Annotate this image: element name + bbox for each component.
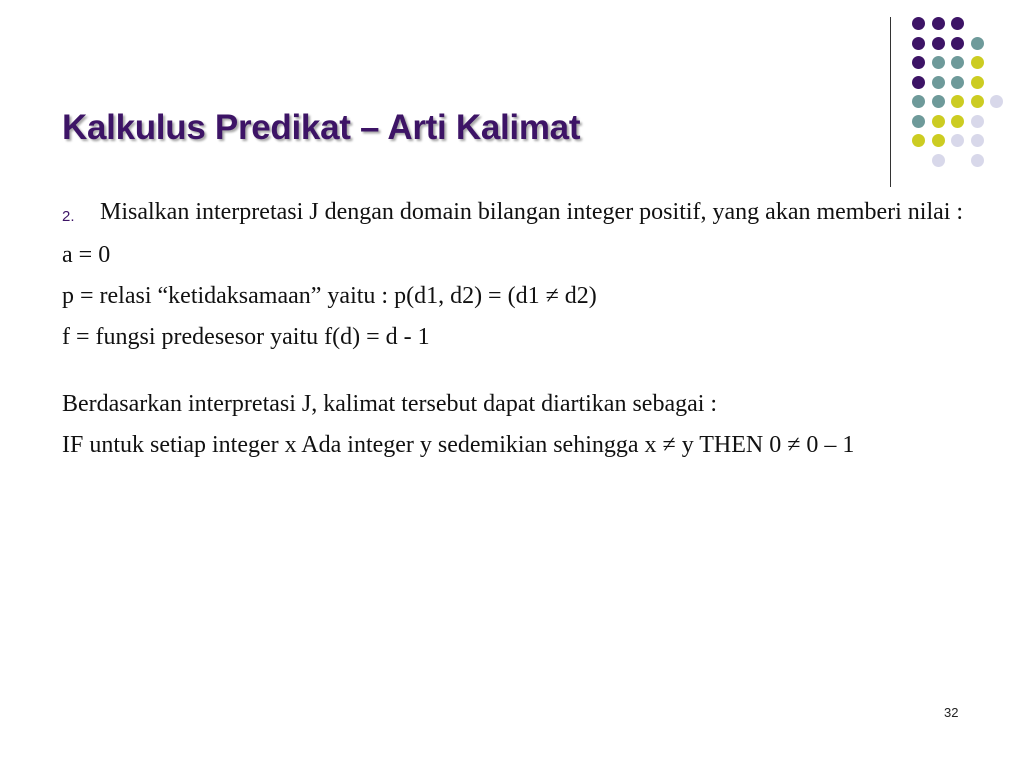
decoration-dot	[971, 76, 984, 89]
item-number: 2.	[62, 208, 75, 225]
decoration-dot	[932, 154, 945, 167]
definition-a: a = 0	[62, 242, 111, 268]
decoration-dot	[912, 95, 925, 108]
decoration-dot	[971, 95, 984, 108]
decoration-dot	[951, 95, 964, 108]
conclusion-intro: Berdasarkan interpretasi J, kalimat tersebut dapat diartikan sebagai :	[62, 391, 718, 417]
vertical-divider	[890, 17, 891, 187]
decoration-dot	[932, 17, 945, 30]
decoration-dot	[932, 37, 945, 50]
decoration-dot	[932, 134, 945, 147]
item-text: Misalkan interpretasi J dengan domain bilangan integer positif, yang akan memberi nilai :	[100, 199, 964, 225]
decoration-dot	[912, 56, 925, 69]
decoration-dot	[971, 37, 984, 50]
decoration-dot	[912, 115, 925, 128]
decoration-dot	[951, 56, 964, 69]
slide-title: Kalkulus Predikat – Arti Kalimat	[62, 108, 581, 147]
decoration-dot	[912, 76, 925, 89]
page-number: 32	[944, 705, 959, 720]
decoration-dot	[971, 154, 984, 167]
decoration-dot	[951, 76, 964, 89]
decoration-dot	[990, 95, 1003, 108]
decoration-dot	[932, 76, 945, 89]
conclusion-statement: IF untuk setiap integer x Ada integer y sedemikian sehingga x ≠ y THEN 0 ≠ 0 – 1	[62, 432, 855, 458]
slide-content	[62, 198, 982, 472]
decoration-dot	[912, 37, 925, 50]
decoration-dot	[951, 115, 964, 128]
definition-f: f = fungsi predesesor yaitu f(d) = d - 1	[62, 324, 430, 350]
decoration-dot	[932, 115, 945, 128]
definition-p: p = relasi “ketidaksamaan” yaitu : p(d1, d2) = (d1 ≠ d2)	[62, 283, 597, 309]
decoration-dot	[971, 134, 984, 147]
decoration-dot	[951, 134, 964, 147]
decoration-dot	[951, 17, 964, 30]
decoration-dot	[932, 95, 945, 108]
decoration-dot	[971, 115, 984, 128]
decoration-dot	[971, 56, 984, 69]
decoration-dot	[912, 17, 925, 30]
decoration-dot	[951, 37, 964, 50]
decoration-dot	[932, 56, 945, 69]
decoration-dot	[912, 134, 925, 147]
numbered-item	[62, 198, 982, 226]
